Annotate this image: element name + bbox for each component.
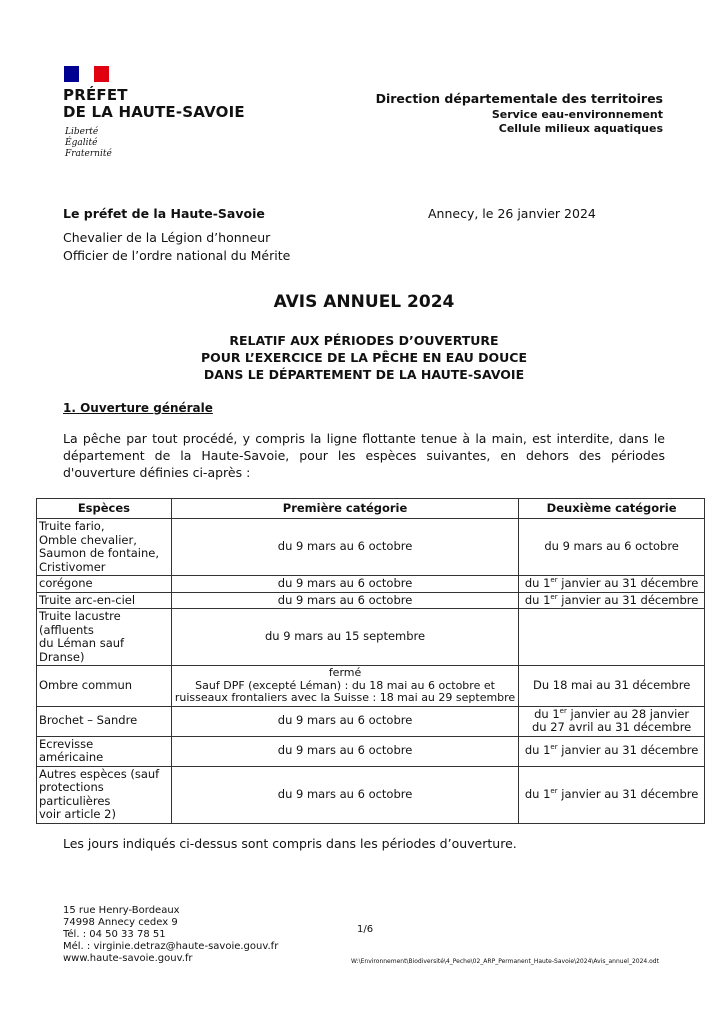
opening-periods-table bbox=[36, 498, 705, 824]
table-header-row bbox=[37, 499, 705, 519]
footer-email[interactable]: Mél. : virginie.detraz@haute-savoie.gouv.fr bbox=[63, 941, 279, 952]
cell-line: ruisseaux frontaliers avec la Suisse : 18 mai au 29 septembre bbox=[174, 691, 516, 704]
logo-line-2: DE LA HAUTE-SAVOIE bbox=[63, 103, 245, 121]
species-line: Omble chevalier, bbox=[39, 532, 137, 547]
second-category-cell: du 9 mars au 6 octobre bbox=[519, 519, 705, 576]
species-cell bbox=[37, 609, 172, 666]
species-line: Autres espèces (sauf bbox=[39, 766, 160, 781]
table-row bbox=[37, 766, 705, 823]
first-category-cell: du 9 mars au 6 octobre bbox=[171, 706, 518, 736]
cellule-name: Cellule milieux aquatiques bbox=[498, 122, 663, 135]
first-category-cell: du 9 mars au 15 septembre bbox=[171, 609, 518, 666]
place-date: Annecy, le 26 janvier 2024 bbox=[428, 206, 596, 221]
document-title: AVIS ANNUEL 2024 bbox=[273, 292, 455, 312]
second-category-cell: du 1er janvier au 31 décembre bbox=[519, 576, 705, 593]
motto-fraternite: Fraternité bbox=[65, 149, 112, 159]
second-category-cell: du 1er janvier au 31 décembre bbox=[519, 592, 705, 609]
species-line: Cristivomer bbox=[39, 559, 106, 574]
first-category-cell: du 9 mars au 6 octobre bbox=[171, 766, 518, 823]
species-cell bbox=[37, 519, 172, 576]
species-line: du Léman sauf Dranse) bbox=[39, 636, 125, 664]
species-line: protections particulières bbox=[39, 780, 111, 808]
table-row bbox=[37, 609, 705, 666]
first-category-cell bbox=[171, 666, 518, 707]
table-row bbox=[37, 592, 705, 609]
species-cell: Truite arc-en-ciel bbox=[37, 592, 172, 609]
honor-merite: Officier de l’ordre national du Mérite bbox=[63, 248, 291, 263]
footer-address-street: 15 rue Henry-Bordeaux bbox=[63, 905, 180, 916]
second-category-cell: du 1er janvier au 31 décembre bbox=[519, 766, 705, 823]
cell-line: du 27 avril au 31 décembre bbox=[531, 720, 692, 734]
second-category-cell bbox=[519, 609, 705, 666]
header-second-category: Deuxième catégorie bbox=[519, 499, 705, 519]
service-name: Service eau-environnement bbox=[491, 108, 663, 121]
first-category-cell: du 9 mars au 6 octobre bbox=[171, 576, 518, 593]
first-category-cell: du 9 mars au 6 octobre bbox=[171, 519, 518, 576]
honor-legion: Chevalier de la Légion d’honneur bbox=[63, 230, 271, 245]
logo-line-1: PRÉFET bbox=[63, 86, 128, 104]
footer-phone: Tél. : 04 50 33 78 51 bbox=[63, 929, 166, 940]
table-row bbox=[37, 736, 705, 766]
species-line: Ecrevisse bbox=[39, 736, 94, 751]
cell-line: Sauf DPF (excepté Léman) : du 18 mai au 6 octobre et bbox=[195, 678, 495, 692]
motto-egalite: Égalité bbox=[65, 138, 98, 148]
species-line: Saumon de fontaine, bbox=[39, 546, 159, 560]
footer-address-city: 74998 Annecy cedex 9 bbox=[63, 917, 178, 928]
table-row bbox=[37, 666, 705, 707]
subtitle-line-1: RELATIF AUX PÉRIODES D’OUVERTURE bbox=[229, 333, 499, 348]
second-category-cell: Du 18 mai au 31 décembre bbox=[519, 666, 705, 707]
prefet-title: Le préfet de la Haute-Savoie bbox=[63, 206, 265, 221]
periods-note: Les jours indiqués ci-dessus sont compris dans les périodes d’ouverture. bbox=[63, 836, 517, 851]
species-line: Truite fario, bbox=[39, 519, 105, 533]
footer-website[interactable]: www.haute-savoie.gouv.fr bbox=[63, 953, 193, 964]
species-line: Truite lacustre (affluents bbox=[39, 609, 121, 637]
direction-title: Direction départementale des territoires bbox=[375, 91, 663, 106]
species-cell: Brochet – Sandre bbox=[37, 706, 172, 736]
cell-line: du 1er janvier au 28 janvier bbox=[534, 706, 690, 721]
species-line: américaine bbox=[39, 750, 104, 764]
subtitle-line-2: POUR L’EXERCICE DE LA PÊCHE EN EAU DOUCE bbox=[200, 350, 527, 365]
first-category-cell: du 9 mars au 6 octobre bbox=[171, 592, 518, 609]
header-species: Espèces bbox=[37, 499, 172, 519]
first-category-cell: du 9 mars au 6 octobre bbox=[171, 736, 518, 766]
second-category-cell: du 1er janvier au 31 décembre bbox=[519, 736, 705, 766]
species-line: voir article 2) bbox=[39, 807, 116, 821]
intro-paragraph: La pêche par tout procédé, y compris la ligne flottante tenue à la main, est interdite, dans le département de la Haute-Savoie, pour les espèces suivantes, en dehors des périodes d'ouverture définies ci-après : bbox=[63, 431, 665, 480]
marianne-flag-logo bbox=[64, 66, 109, 82]
table-row bbox=[37, 519, 705, 576]
header-first-category: Première catégorie bbox=[171, 499, 518, 519]
table-row bbox=[37, 706, 705, 736]
page-number: 1/6 bbox=[357, 924, 374, 935]
species-cell: corégone bbox=[37, 576, 172, 593]
table-row bbox=[37, 576, 705, 593]
subtitle-line-3: DANS LE DÉPARTEMENT DE LA HAUTE-SAVOIE bbox=[203, 367, 525, 382]
file-path: W:\Environnement\Biodiversité\4_Peche\02_ARP_Permanent_Haute-Savoie\2024\Avis_annuel_2024.odt bbox=[351, 958, 659, 965]
motto-liberte: Liberté bbox=[65, 127, 99, 137]
cell-line: fermé bbox=[328, 666, 362, 679]
species-cell: Ombre commun bbox=[37, 666, 172, 707]
species-cell bbox=[37, 766, 172, 823]
species-cell bbox=[37, 736, 172, 766]
second-category-cell bbox=[519, 706, 705, 736]
section-heading: 1. Ouverture générale bbox=[63, 401, 213, 415]
